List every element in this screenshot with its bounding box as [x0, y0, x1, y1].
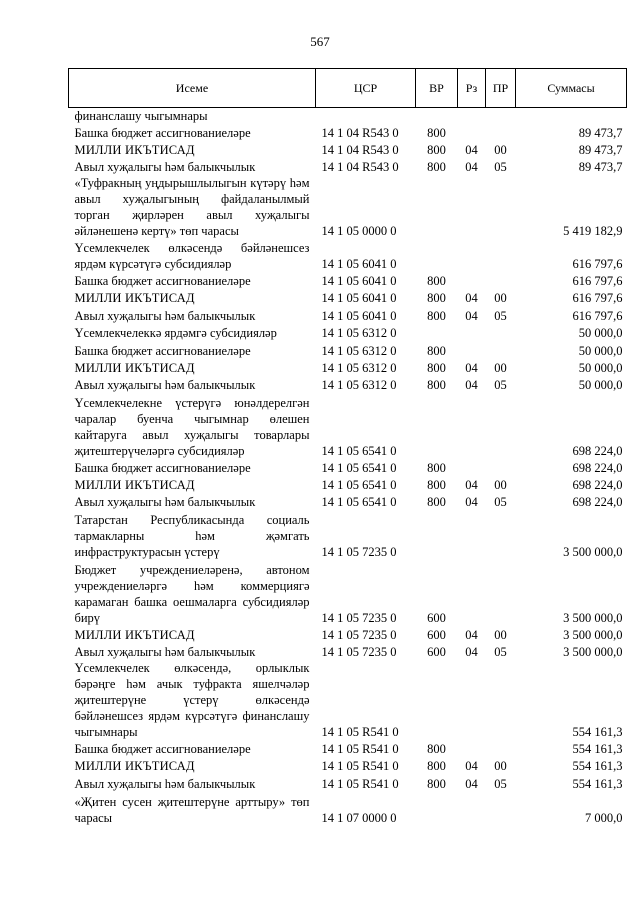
table-cell-sum: 616 797,6 [572, 273, 623, 288]
table-cell-csr: 14 1 07 0000 0 [321, 810, 397, 825]
table-cell-csr: 14 1 05 7235 0 [321, 644, 397, 659]
table-row [69, 158, 627, 175]
table-cell-vr [416, 393, 458, 459]
table-cell-name: Башка бюджет ассигнованиеләре [74, 125, 251, 140]
table-cell-name: МИЛЛИ ИКЪТИСАД [74, 627, 195, 642]
table-cell-pr [486, 175, 516, 239]
table-row [69, 626, 627, 643]
table-cell-sum: 5 419 182,9 [563, 223, 623, 238]
table-cell-csr: 14 1 04 R543 0 [321, 159, 399, 174]
table-cell-csr: 14 1 05 6312 0 [321, 325, 397, 340]
table-cell-rz [458, 272, 486, 289]
table-cell-name: Авыл хуҗалыгы һәм балыкчылык [74, 776, 256, 791]
table-cell-csr: 14 1 05 6541 0 [321, 443, 397, 458]
table-cell-vr [416, 660, 458, 740]
table-cell-pr: 05 [494, 159, 507, 174]
table-cell-sum: 89 473,7 [578, 142, 623, 157]
table-cell-csr: 14 1 05 6041 0 [321, 256, 397, 271]
table-cell-name: Авыл хуҗалыгы һәм балыкчылык [74, 377, 256, 392]
table-cell-vr: 800 [427, 460, 446, 475]
table-cell-vr: 800 [427, 377, 446, 392]
table-cell-vr: 600 [427, 644, 446, 659]
table-cell-rz [458, 393, 486, 459]
table-cell-rz: 04 [465, 142, 478, 157]
table-cell-sum: 50 000,0 [578, 360, 623, 375]
table-cell-pr [486, 459, 516, 476]
table-cell-pr: 05 [494, 644, 507, 659]
table-row [69, 459, 627, 476]
table-cell-name: Үсемлекчелек өлкәсендә, орлыклык бәрәңге һәм ачык туфракта яшелчәләр җитештерүне үстерү өлкәсендә бәйләнешсез ярдәм күрсәтүгә финанслашу чыгымнары [74, 660, 310, 739]
table-cell-vr: 800 [427, 159, 446, 174]
table-cell-csr: 14 1 05 R541 0 [321, 776, 399, 791]
table-row [69, 341, 627, 359]
table-cell-name: МИЛЛИ ИКЪТИСАД [74, 758, 195, 773]
table-row [69, 660, 627, 740]
table-cell-name: МИЛЛИ ИКЪТИСАД [74, 142, 195, 157]
table-cell-vr: 800 [427, 142, 446, 157]
table-row [69, 493, 627, 510]
table-cell-sum: 698 224,0 [572, 443, 623, 458]
table-cell-sum: 3 500 000,0 [563, 610, 623, 625]
table-row [69, 175, 627, 239]
table-cell-csr: 14 1 05 6041 0 [321, 290, 397, 305]
table-row [69, 141, 627, 158]
table-cell-pr: 05 [494, 377, 507, 392]
table-cell-rz: 04 [465, 494, 478, 509]
table-cell-csr: 14 1 05 6041 0 [321, 273, 397, 288]
table-cell-sum: 554 161,3 [572, 758, 623, 773]
table-row [69, 393, 627, 459]
table-cell-sum: 554 161,3 [572, 776, 623, 791]
table-cell-vr [416, 792, 458, 826]
table-cell-rz: 04 [465, 758, 478, 773]
table-cell-name: Авыл хуҗалыгы һәм балыкчылык [74, 308, 256, 323]
table-cell-name: МИЛЛИ ИКЪТИСАД [74, 360, 195, 375]
table-cell-rz [458, 792, 486, 826]
table-cell-pr [486, 740, 516, 757]
table-cell-name: Башка бюджет ассигнованиеләре [74, 460, 251, 475]
table-cell-vr: 600 [427, 610, 446, 625]
table-cell-rz [458, 108, 486, 125]
table-cell-pr: 00 [494, 758, 507, 773]
table-cell-csr: 14 1 05 6541 0 [321, 477, 397, 492]
table-cell-name: МИЛЛИ ИКЪТИСАД [74, 290, 195, 305]
table-cell-vr: 800 [427, 273, 446, 288]
table-cell-rz: 04 [465, 159, 478, 174]
table-cell-pr [486, 393, 516, 459]
table-cell-name: Үсемлекчелекне үстерүгә юнәлдерелгән чаралар буенча чыгымнар өлешен кайтаруга авыл хуҗалыгы товарлары җитештерүчеләргә субсидияләр [74, 395, 310, 458]
table-cell-rz: 04 [465, 644, 478, 659]
table-cell-rz [458, 341, 486, 359]
table-row [69, 359, 627, 376]
table-cell-csr: 14 1 05 6541 0 [321, 460, 397, 475]
table-cell-name: МИЛЛИ ИКЪТИСАД [74, 477, 195, 492]
table-cell-vr [416, 324, 458, 341]
table-cell-pr [486, 341, 516, 359]
table-cell-vr: 800 [427, 776, 446, 791]
table-cell-csr: 14 1 05 7235 0 [321, 610, 397, 625]
table-cell-vr: 800 [427, 494, 446, 509]
table-cell-csr [316, 108, 416, 125]
table-cell-pr [486, 108, 516, 125]
page-number: 567 [310, 34, 330, 49]
table-row [69, 289, 627, 306]
table-cell-name: Үсемлекчелек өлкәсендә бәйләнешсез ярдәм күрсәтүгә субсидияләр [74, 240, 310, 271]
table-cell-name: Башка бюджет ассигнованиеләре [74, 273, 251, 288]
table-cell-rz: 04 [465, 308, 478, 323]
table-cell-pr [486, 272, 516, 289]
table-cell-csr: 14 1 04 R543 0 [321, 142, 399, 157]
table-cell-sum [516, 108, 627, 125]
table-row [69, 510, 627, 560]
table-cell-name: Бюджет учреждениеләренә, автоном учреждениеләргә һәм коммерциягә карамаган башка оешмаларга субсидияләр бирү [74, 562, 310, 625]
table-cell-vr: 800 [427, 343, 446, 358]
table-cell-name: Авыл хуҗалыгы һәм балыкчылык [74, 159, 256, 174]
table-cell-rz: 04 [465, 290, 478, 305]
table-cell-vr [416, 108, 458, 125]
table-row [69, 792, 627, 826]
table-row [69, 643, 627, 660]
table-cell-vr [416, 175, 458, 239]
header-rz: Рз [458, 69, 486, 108]
table-cell-rz: 04 [465, 776, 478, 791]
table-cell-rz: 04 [465, 477, 478, 492]
table-cell-rz [458, 125, 486, 141]
table-cell-vr: 800 [427, 308, 446, 323]
table-cell-pr [486, 660, 516, 740]
table-row [69, 774, 627, 792]
table-row [69, 108, 627, 125]
table-cell-sum: 616 797,6 [572, 308, 623, 323]
table-cell-pr: 05 [494, 308, 507, 323]
table-cell-name: Авыл хуҗалыгы һәм балыкчылык [74, 644, 256, 659]
table-cell-pr: 05 [494, 776, 507, 791]
table-cell-rz: 04 [465, 360, 478, 375]
table-cell-sum: 89 473,7 [578, 159, 623, 174]
table-cell-pr [486, 324, 516, 341]
header-sum: Суммасы [516, 69, 627, 108]
table-cell-name: Татарстан Республикасында социаль тармакларны һәм җәмгать инфраструктурасын үстерү [74, 512, 310, 559]
table-cell-csr: 14 1 05 6541 0 [321, 494, 397, 509]
table-cell-vr: 800 [427, 758, 446, 773]
table-cell-csr: 14 1 05 7235 0 [321, 544, 397, 559]
table-cell-vr: 800 [427, 125, 446, 140]
header-pr: ПР [486, 69, 516, 108]
table-cell-rz [458, 510, 486, 560]
table-cell-sum: 698 224,0 [572, 494, 623, 509]
table-cell-name: «Туфракның уңдырышлылыгын күтәрү һәм авыл хуҗалыгының файдаланылмый торган җирләрен авыл хуҗалыгы әйләнешенә кертү» төп чарасы [74, 175, 310, 238]
table-cell-csr: 14 1 04 R543 0 [321, 125, 399, 140]
table-cell-sum: 698 224,0 [572, 460, 623, 475]
header-vr: ВР [416, 69, 458, 108]
table-cell-csr: 14 1 05 R541 0 [321, 741, 399, 756]
table-cell-csr: 14 1 05 R541 0 [321, 758, 399, 773]
table-cell-pr: 00 [494, 627, 507, 642]
table-cell-csr: 14 1 05 6312 0 [321, 360, 397, 375]
table-row [69, 757, 627, 774]
table-cell-pr: 00 [494, 290, 507, 305]
table-cell-sum: 554 161,3 [572, 724, 623, 739]
table-cell-vr: 600 [427, 627, 446, 642]
table-cell-sum: 3 500 000,0 [563, 644, 623, 659]
table-cell-vr: 800 [427, 741, 446, 756]
table-row [69, 306, 627, 324]
table-cell-csr: 14 1 05 6312 0 [321, 377, 397, 392]
table-cell-vr: 800 [427, 360, 446, 375]
table-header-row [69, 69, 627, 108]
table-cell-csr: 14 1 05 0000 0 [321, 223, 397, 238]
budget-table [68, 68, 627, 826]
table-cell-rz [458, 175, 486, 239]
table-cell-pr [486, 125, 516, 141]
table-cell-name: Башка бюджет ассигнованиеләре [74, 741, 251, 756]
table-cell-csr: 14 1 05 6312 0 [321, 343, 397, 358]
table-cell-sum: 554 161,3 [572, 741, 623, 756]
table-cell-pr [486, 510, 516, 560]
table-cell-pr: 00 [494, 477, 507, 492]
table-row [69, 476, 627, 493]
table-cell-vr [416, 510, 458, 560]
table-cell-vr [416, 239, 458, 272]
table-cell-pr: 00 [494, 360, 507, 375]
table-cell-csr: 14 1 05 7235 0 [321, 627, 397, 642]
table-cell-sum: 616 797,6 [572, 290, 623, 305]
table-cell-rz: 04 [465, 377, 478, 392]
table-row [69, 560, 627, 626]
table-cell-rz [458, 239, 486, 272]
table-cell-pr [486, 239, 516, 272]
table-cell-rz [458, 560, 486, 626]
table-cell-csr: 14 1 05 R541 0 [321, 724, 399, 739]
table-cell-vr: 800 [427, 290, 446, 305]
table-cell-rz [458, 459, 486, 476]
table-cell-rz [458, 324, 486, 341]
table-cell-sum: 698 224,0 [572, 477, 623, 492]
table-row [69, 125, 627, 141]
table-row [69, 324, 627, 341]
table-cell-name: финанслашу чыгымнары [74, 109, 208, 123]
table-cell-rz: 04 [465, 627, 478, 642]
table-cell-sum: 89 473,7 [578, 125, 623, 140]
table-cell-name: Авыл хуҗалыгы һәм балыкчылык [74, 494, 256, 509]
table-cell-sum: 50 000,0 [578, 325, 623, 340]
table-cell-sum: 616 797,6 [572, 256, 623, 271]
table-cell-rz [458, 660, 486, 740]
table-cell-csr: 14 1 05 6041 0 [321, 308, 397, 323]
table-cell-sum: 50 000,0 [578, 343, 623, 358]
table-row [69, 376, 627, 393]
table-cell-sum: 50 000,0 [578, 377, 623, 392]
table-cell-sum: 3 500 000,0 [563, 627, 623, 642]
table-cell-rz [458, 740, 486, 757]
table-cell-pr [486, 560, 516, 626]
table-cell-name: «Җитен сусен җитештерүне арттыру» төп чарасы [74, 794, 310, 825]
header-name: Исеме [69, 69, 316, 108]
table-cell-name: Үсемлекчелеккә ярдәмгә субсидияләр [74, 325, 277, 340]
table-cell-pr: 05 [494, 494, 507, 509]
table-cell-sum: 3 500 000,0 [563, 544, 623, 559]
header-csr: ЦСР [316, 69, 416, 108]
table-cell-vr: 800 [427, 477, 446, 492]
table-row [69, 239, 627, 272]
table-cell-name: Башка бюджет ассигнованиеләре [74, 343, 251, 358]
table-cell-pr: 00 [494, 142, 507, 157]
table-row [69, 272, 627, 289]
table-row [69, 740, 627, 757]
table-cell-pr [486, 792, 516, 826]
table-cell-sum: 7 000,0 [585, 810, 623, 825]
